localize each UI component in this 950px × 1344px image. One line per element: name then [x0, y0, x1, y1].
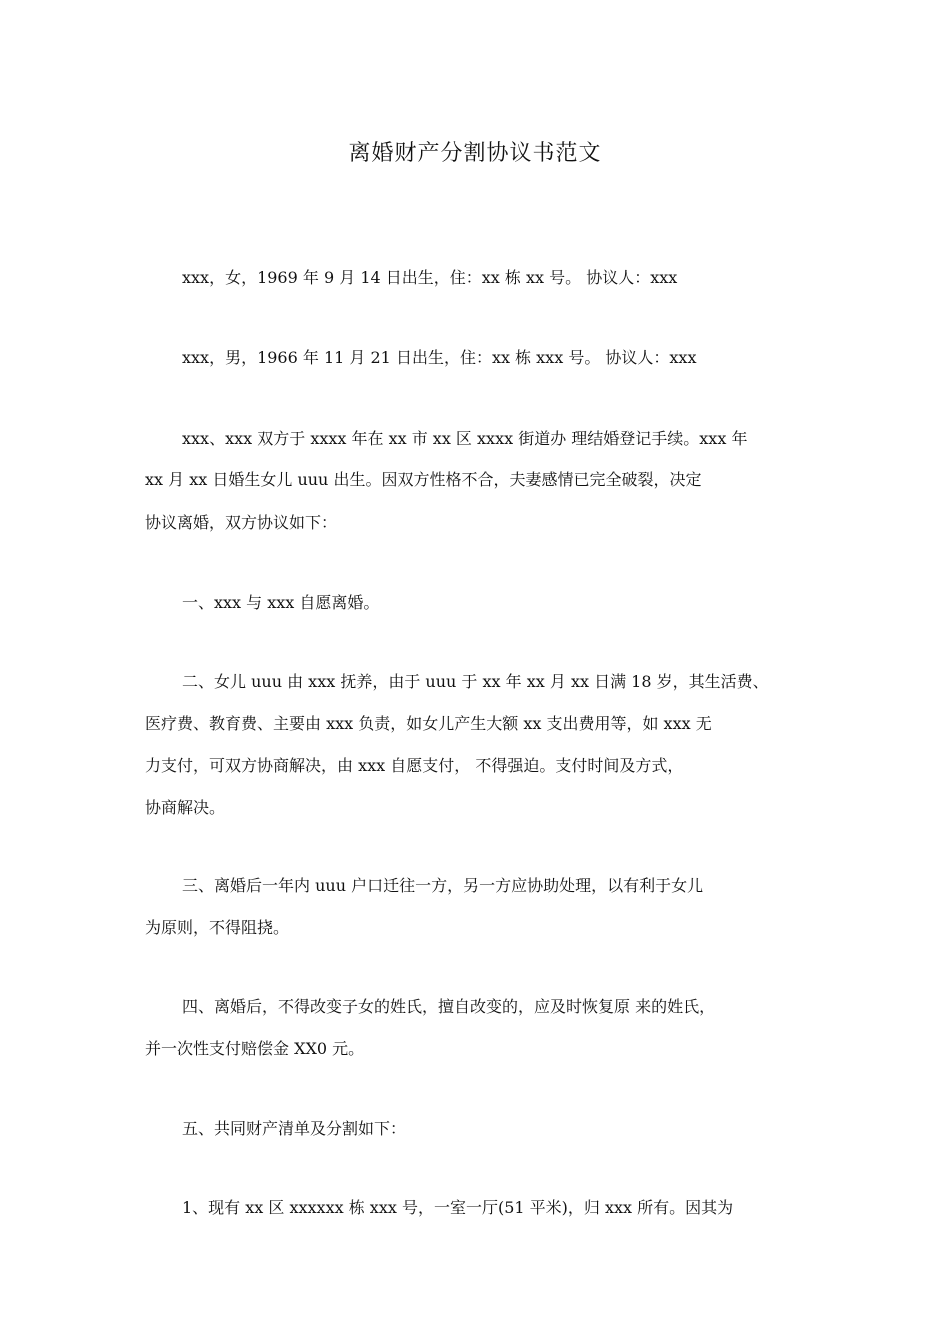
page-title: 离婚财产分割协议书范文 — [348, 141, 602, 166]
text-line-6: 一、xxx 与 xxx 自愿离婚。 — [182, 593, 380, 612]
text-line-10: 协商解决。 — [145, 798, 226, 817]
text-line-11: 三、离婚后一年内 uuu 户口迁往一方，另一方应协助处理，以有利于女儿 — [182, 876, 704, 895]
text-line-7: 二、女儿 uuu 由 xxx 抚养，由于 uuu 于 xx 年 xx 月 xx 日满 18 岁，其生活费、 — [182, 672, 769, 691]
text-line-8: 医疗费、教育费、主要由 xxx 负责，如女儿产生大额 xx 支出费用等，如 xxx 无 — [145, 714, 712, 733]
text-line-4: xx 月 xx 日婚生女儿 uuu 出生。因双方性格不合，夫妻感情已完全破裂，决定 — [145, 470, 702, 489]
text-line-14: 并一次性支付赔偿金 XX0 元。 — [145, 1039, 365, 1058]
text-line-13: 四、离婚后，不得改变子女的姓氏，擅自改变的，应及时恢复原 来的姓氏， — [182, 997, 716, 1016]
text-line-2: xxx，男，1966 年 11 月 21 日出生，住：xx 栋 xxx 号。 协议人：xxx — [182, 348, 697, 367]
text-line-3: xxx、xxx 双方于 xxxx 年在 xx 市 xx 区 xxxx 街道办 理结婚登记手续。xxx 年 — [182, 429, 748, 448]
text-line-1: xxx，女，1969 年 9 月 14 日出生，住：xx 栋 xx 号。 协议人：xxx — [182, 268, 678, 287]
text-line-9: 力支付，可双方协商解决，由 xxx 自愿支付， 不得强迫。支付时间及方式， — [145, 756, 684, 775]
text-line-12: 为原则，不得阻挠。 — [145, 918, 290, 937]
text-line-15: 五、共同财产清单及分割如下： — [182, 1119, 407, 1138]
text-line-5: 协议离婚，双方协议如下： — [145, 513, 338, 532]
text-line-16: 1、现有 xx 区 xxxxxx 栋 xxx 号，一室一厅(51 平米)，归 xxx 所有。因其为 — [182, 1198, 734, 1217]
